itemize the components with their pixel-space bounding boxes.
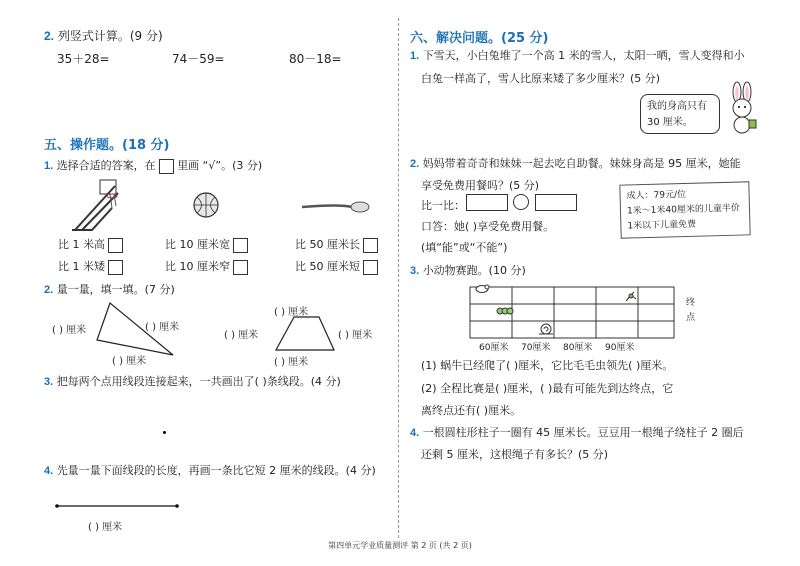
p2-line1 xyxy=(410,155,741,171)
grasshopper-icon xyxy=(624,291,638,303)
tick-label: 80厘米 xyxy=(563,343,593,353)
option-c1 xyxy=(295,236,378,253)
option-a2-box[interactable] xyxy=(108,260,123,275)
p1-line1 xyxy=(410,47,745,63)
price-line3: 1米以下儿童免费 xyxy=(627,219,697,232)
p1-line2: 白兔一样高了，雪人比原来矮了多少厘米？(5 分) xyxy=(421,72,661,85)
option-b1-box[interactable] xyxy=(233,238,248,253)
option-b2 xyxy=(165,258,248,275)
caterpillar-icon xyxy=(496,305,516,317)
price-line1: 成人：79元/位 xyxy=(626,189,687,202)
rabbit-icon xyxy=(722,82,762,134)
trapezoid-right-label: ( ) 厘米 xyxy=(338,330,373,341)
q2-title xyxy=(44,27,163,44)
p3-number: 3. xyxy=(410,265,420,277)
p4-number: 4. xyxy=(410,427,420,439)
eq1: 35＋28= xyxy=(57,52,110,66)
spoon-icon xyxy=(300,198,370,218)
q4-number: 4. xyxy=(44,465,54,477)
answer-box-sample xyxy=(159,159,174,174)
p1-number: 1. xyxy=(410,50,420,62)
tick-label: 90厘米 xyxy=(605,343,635,353)
compare-box-left[interactable] xyxy=(466,194,508,211)
p4-text1: 一根圆柱形柱子一圈有 45 厘米长。豆豆用一根绳子绕柱子 2 圈后 xyxy=(422,426,744,439)
p4-line1 xyxy=(410,424,744,440)
section5-title: 五、操作题。(18 分) xyxy=(44,138,170,153)
triangle-right-label: ( ) 厘米 xyxy=(145,322,180,333)
speech-line2: 30 厘米。 xyxy=(647,117,693,128)
option-b2-label: 比 10 厘米窄 xyxy=(165,260,230,273)
compare-circle[interactable] xyxy=(513,194,529,210)
finish-line-label: 终点 xyxy=(684,297,694,327)
option-c2 xyxy=(295,258,378,275)
trapezoid-left-label: ( ) 厘米 xyxy=(224,330,259,341)
q4-prompt xyxy=(44,462,376,478)
measure-segment xyxy=(55,503,180,509)
option-c1-box[interactable] xyxy=(363,238,378,253)
p1-text1: 下雪天，小白兔堆了一个高 1 米的雪人，太阳一晒，雪人变得和小 xyxy=(422,49,745,62)
q3-text: 把每两个点用线段连接起来，一共画出了( )条线段。(4 分) xyxy=(56,375,341,388)
trapezoid-shape xyxy=(274,315,339,355)
q3-prompt xyxy=(44,373,341,389)
q2-text: 列竖式计算。(9 分) xyxy=(57,29,163,43)
triangle-bottom-label: ( ) 厘米 xyxy=(112,356,147,367)
basketball-hoop-icon xyxy=(70,178,130,233)
p4-line2: 还剩 5 厘米，这根绳子有多长？(5 分) xyxy=(421,448,609,461)
trapezoid-top-label: ( ) 厘米 xyxy=(274,307,309,318)
triangle-left-label: ( ) 厘米 xyxy=(52,325,87,336)
trapezoid-bottom-label: ( ) 厘米 xyxy=(274,357,309,368)
q3-number: 3. xyxy=(44,376,54,388)
column-divider xyxy=(398,18,399,538)
p2-text1: 妈妈带着奇奇和妹妹一起去吃自助餐。妹妹身高是 95 厘米，她能 xyxy=(422,157,741,170)
p2-number: 2. xyxy=(410,158,420,170)
q2b-number: 2. xyxy=(44,284,54,296)
eq2: 74－59= xyxy=(172,52,225,66)
option-a1-box[interactable] xyxy=(108,238,123,253)
option-c2-box[interactable] xyxy=(363,260,378,275)
option-b1 xyxy=(165,236,248,253)
price-line2: 1米～1米40厘米的儿童半价 xyxy=(626,203,741,217)
p2-compare-label: 比一比： xyxy=(421,199,465,212)
option-a1 xyxy=(58,236,123,253)
tick-label: 70厘米 xyxy=(521,343,551,353)
p2-line2: 享受免费用餐吗？(5 分) xyxy=(421,179,540,192)
q4-answer: ( ) 厘米 xyxy=(88,522,123,533)
option-a2 xyxy=(58,258,123,275)
p2-hint: (填“能”或“不能”) xyxy=(421,241,508,254)
p3-q1: (1) 蜗牛已经爬了( )厘米，它比毛毛虫领先( )厘米。 xyxy=(421,359,674,372)
q1-prompt xyxy=(44,157,262,174)
p3-q2: (2) 全程比赛是( )厘米，( )最有可能先到达终点，它 xyxy=(421,382,674,395)
option-c1-label: 比 50 厘米长 xyxy=(295,238,360,251)
tick-label: 60厘米 xyxy=(479,343,509,353)
q2b-prompt xyxy=(44,281,175,297)
snail-icon xyxy=(537,322,555,336)
q1-number: 1. xyxy=(44,160,54,172)
page-footer: 第四单元学业质量测评 第 2 页 (共 2 页) xyxy=(328,541,472,550)
q2b-text: 量一量，填一填。(7 分) xyxy=(56,283,175,296)
price-card xyxy=(619,181,750,238)
option-b2-box[interactable] xyxy=(233,260,248,275)
rabbit-runner-icon xyxy=(474,283,490,293)
option-b1-label: 比 10 厘米宽 xyxy=(165,238,230,251)
option-a1-label: 比 1 米高 xyxy=(58,238,105,251)
option-a2-label: 比 1 米矮 xyxy=(58,260,105,273)
p3-prompt xyxy=(410,262,526,278)
point-dot[interactable] xyxy=(163,431,166,434)
speech-line1: 我的身高只有 xyxy=(647,101,707,112)
option-c2-label: 比 50 厘米短 xyxy=(295,260,360,273)
rabbit-speech-bubble xyxy=(640,94,720,134)
compare-box-right[interactable] xyxy=(535,194,577,211)
p3-q3: 离终点还有( )厘米。 xyxy=(421,404,522,417)
q1-text2: 里画 “√”。(3 分) xyxy=(177,159,263,172)
basketball-icon xyxy=(193,192,219,218)
q1-text: 选择合适的答案，在 xyxy=(56,159,156,172)
p3-text: 小动物赛跑。(10 分) xyxy=(422,264,526,277)
section6-title: 六、解决问题。(25 分) xyxy=(410,31,549,46)
q2-number: 2. xyxy=(44,29,55,43)
q4-text: 先量一量下面线段的长度，再画一条比它短 2 厘米的线段。(4 分) xyxy=(56,464,376,477)
eq3: 80－18= xyxy=(289,52,342,66)
p2-oral-answer: 口答：她( )享受免费用餐。 xyxy=(421,220,555,233)
